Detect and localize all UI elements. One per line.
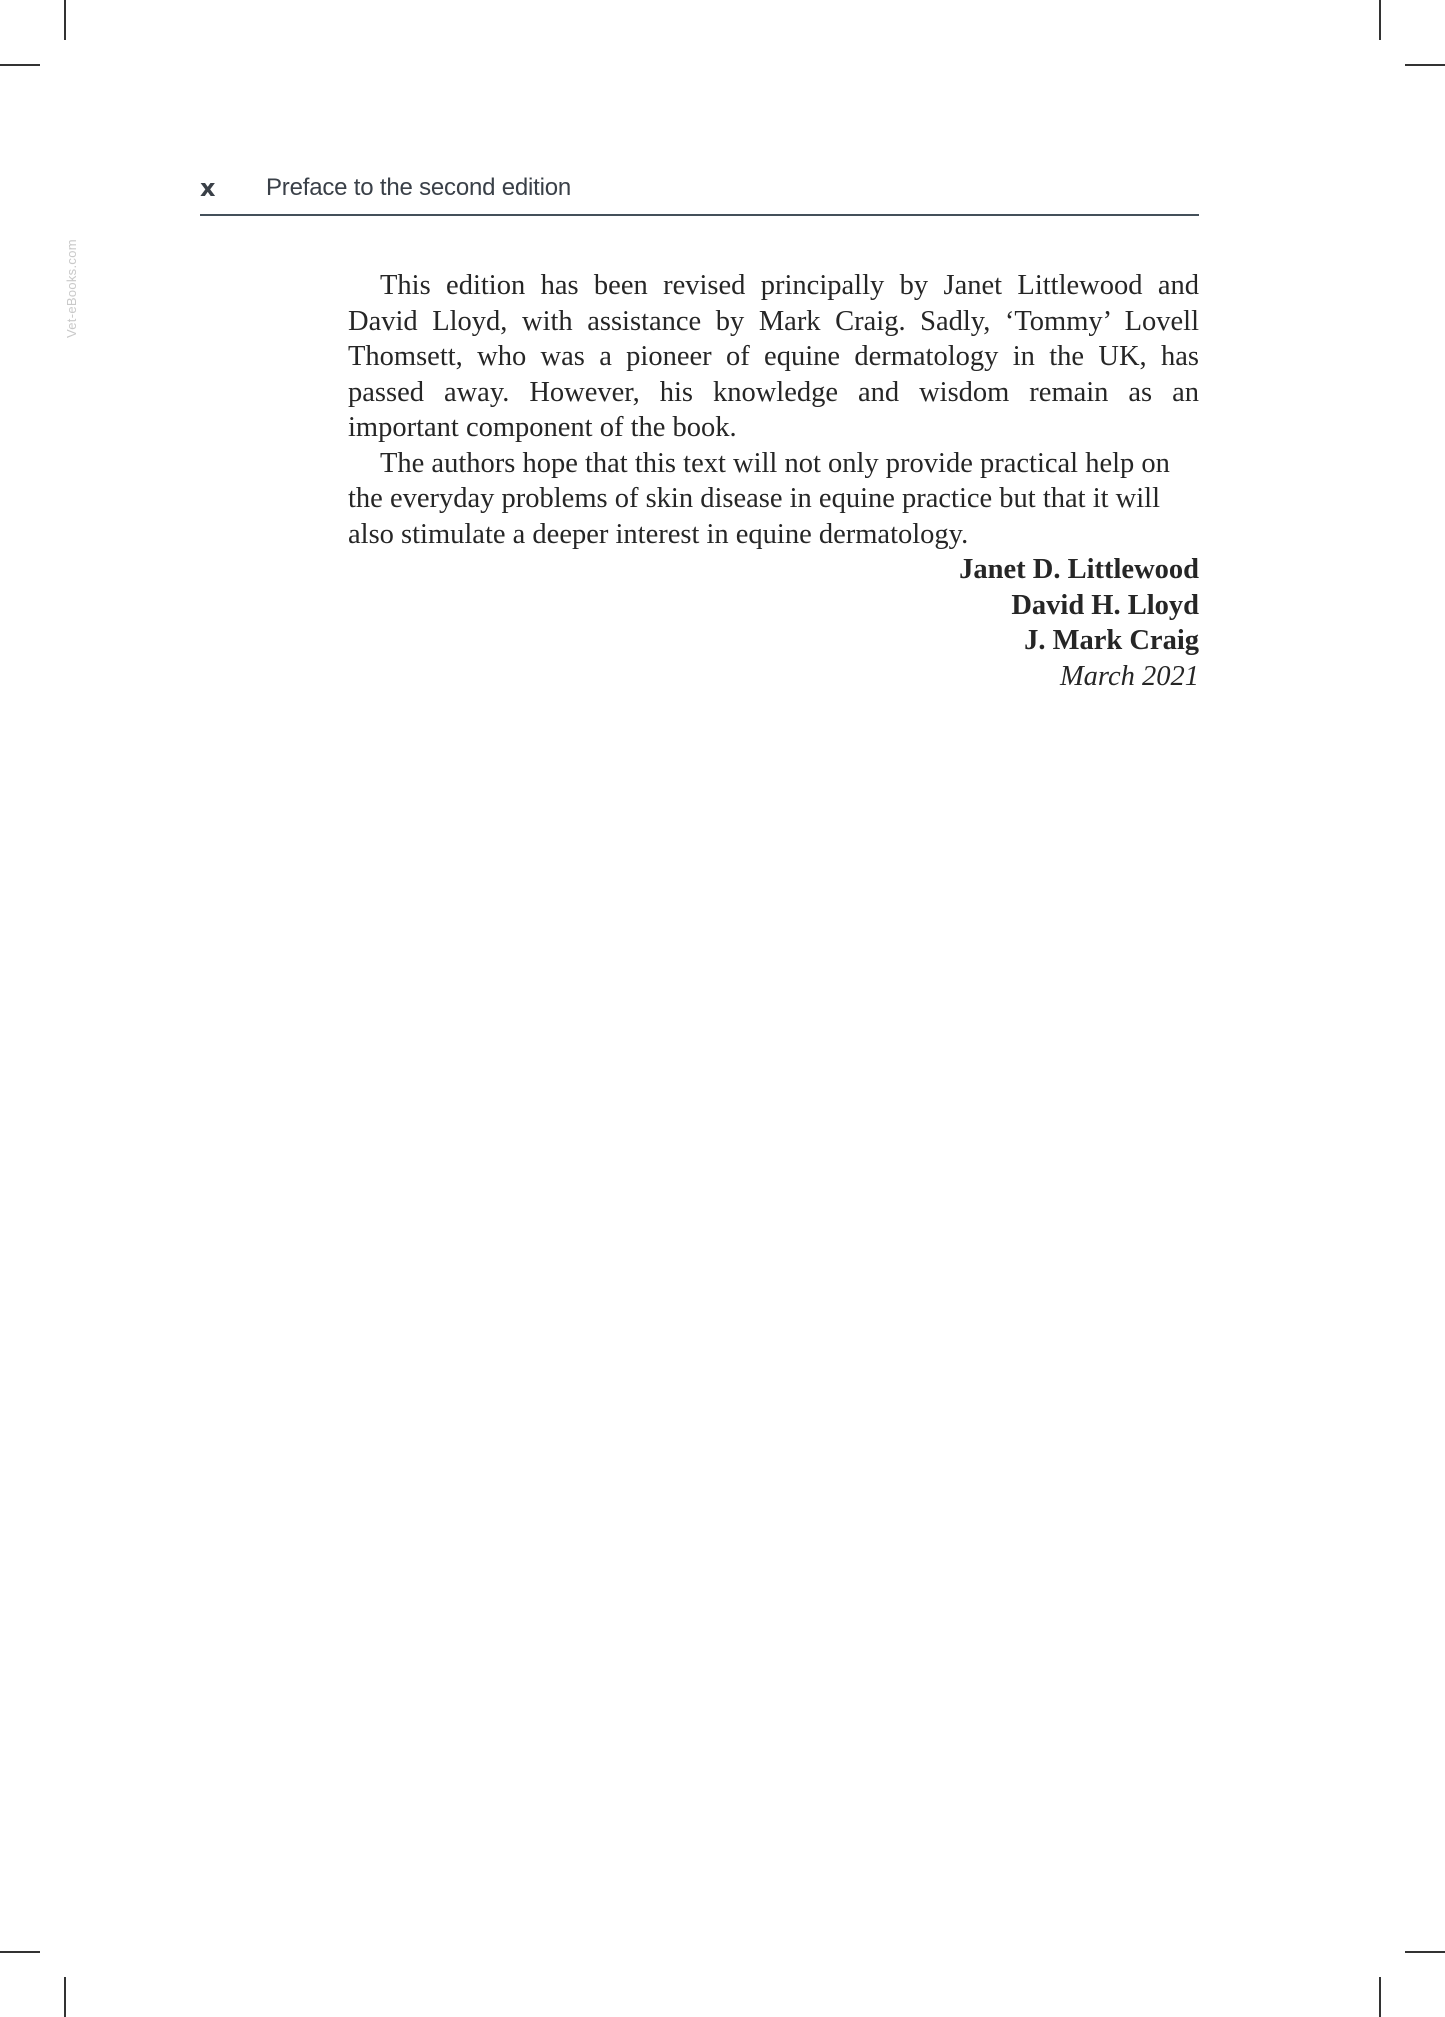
crop-mark-top-left: [64, 0, 66, 40]
crop-mark-bottom-right: [1379, 1977, 1381, 2017]
crop-mark-top-right-h: [1405, 64, 1445, 66]
paragraph: This edition has been revised principally by Janet Littlewood and David Lloyd, with assistance by Mark Craig. Sadly, ‘Tommy’ Lovell Thomsett, who was a pioneer of equine dermatology in the UK, has passed away. However, his knowledge and wisdom remain as an important component of the book.: [348, 270, 1199, 443]
preface-body: [348, 268, 1199, 694]
crop-mark-top-left-h: [0, 64, 40, 66]
crop-mark-top-right: [1379, 0, 1381, 40]
page-number: x: [200, 174, 216, 202]
running-header: [200, 170, 1199, 216]
signature-date: March 2021: [1059, 660, 1199, 692]
crop-mark-bottom-left: [64, 1977, 66, 2017]
crop-mark-bottom-right-h: [1405, 1951, 1445, 1953]
section-title: Preface to the second edition: [266, 174, 572, 201]
watermark: Vet-eBooks.com: [64, 239, 79, 338]
paragraph: The authors hope that this text will not only provide practical help on the everyday problems of skin disease in equine practice but that it will also stimulate a deeper interest in equine dermatology.: [348, 447, 1170, 550]
crop-mark-bottom-left-h: [0, 1951, 40, 1953]
author-name: J. Mark Craig: [1024, 625, 1199, 656]
signature-block: [348, 552, 1199, 694]
author-name: Janet D. Littlewood: [959, 554, 1199, 585]
author-name: David H. Lloyd: [1011, 589, 1199, 621]
